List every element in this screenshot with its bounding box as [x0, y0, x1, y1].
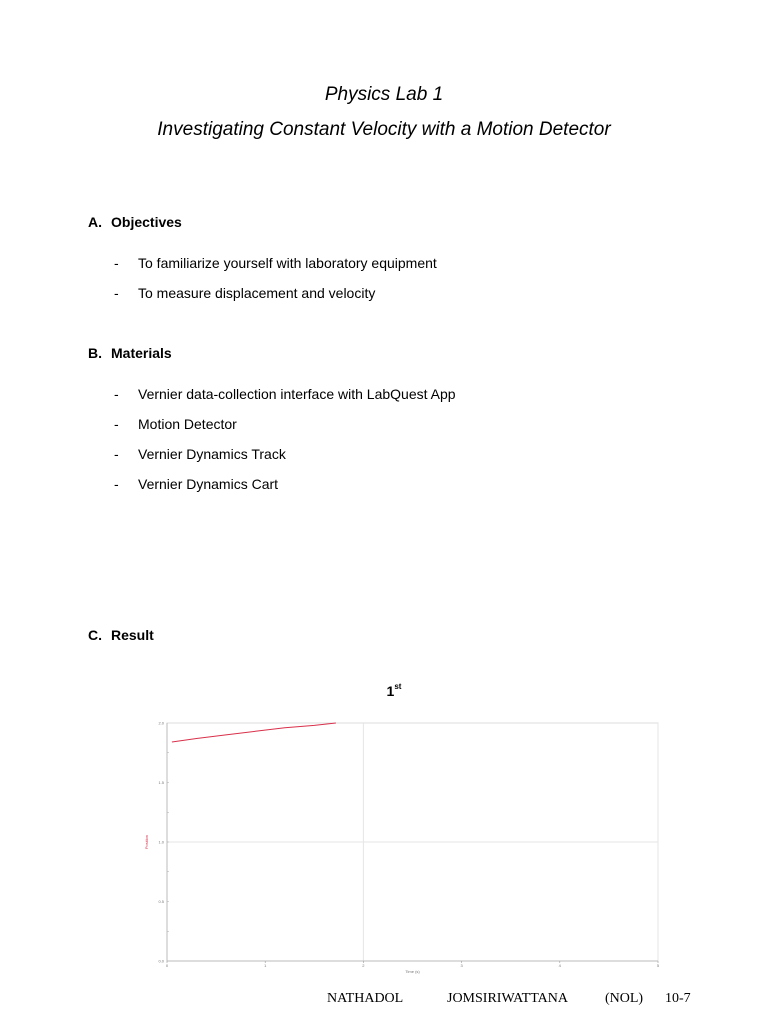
list-item [114, 285, 375, 301]
y-tick-label: 0.0 [158, 958, 164, 964]
list-item [114, 416, 237, 432]
bullet-dash: - [114, 416, 119, 432]
section-label: Result [111, 627, 154, 643]
chart-title-suffix: st [394, 682, 402, 691]
page-title: Physics Lab 1 [324, 84, 444, 105]
y-tick-label: 0.5 [158, 899, 164, 904]
x-tick-label: 2 [362, 963, 365, 968]
list-item-text: Vernier Dynamics Track [138, 446, 286, 462]
chart-title [0, 682, 768, 699]
y-tick-label: 1.5 [158, 780, 164, 785]
footer-first-name: NATHADOL [327, 991, 404, 1006]
y-axis-label: Position [144, 834, 149, 850]
list-item [114, 255, 437, 271]
x-tick-label: 1 [264, 963, 267, 968]
position-time-chart [140, 716, 680, 978]
section-letter: B. [88, 345, 102, 361]
bullet-dash: - [114, 255, 119, 271]
y-tick-label: 1.0 [158, 839, 164, 845]
page-subtitle: Investigating Constant Velocity with a Motion Detector [157, 119, 611, 140]
bullet-dash: - [114, 476, 119, 492]
section-label: Materials [111, 345, 172, 361]
list-item-text: Vernier Dynamics Cart [138, 476, 279, 492]
result-heading [88, 627, 154, 643]
x-tick-label: 4 [558, 963, 561, 968]
y-tick-label: 2.0 [158, 720, 164, 726]
list-item-text: To familiarize yourself with laboratory equipment [138, 255, 437, 271]
list-item [114, 446, 286, 462]
footer-nickname: (NOL) [605, 991, 644, 1006]
bullet-dash: - [114, 386, 119, 402]
section-letter: A. [88, 214, 102, 230]
chart-title-number: 1 [386, 683, 395, 699]
x-axis-label: Time (s) [405, 969, 420, 974]
x-tick-label: 5 [656, 963, 660, 968]
section-letter: C. [88, 627, 102, 643]
list-item [114, 476, 278, 492]
bullet-dash: - [114, 446, 119, 462]
bullet-dash: - [114, 285, 119, 301]
footer-last-name: JOMSIRIWATTANA [447, 991, 568, 1006]
list-item-text: To measure displacement and velocity [138, 285, 376, 301]
footer-class: 10-7 [665, 991, 691, 1006]
list-item-text: Motion Detector [138, 416, 237, 432]
materials-heading [88, 345, 172, 361]
section-label: Objectives [111, 214, 182, 230]
x-tick-label: 3 [460, 963, 463, 968]
objectives-heading [88, 214, 182, 230]
x-tick-label: 0 [165, 963, 169, 968]
list-item-text: Vernier data-collection interface with LabQuest App [138, 386, 456, 402]
list-item [114, 386, 456, 402]
